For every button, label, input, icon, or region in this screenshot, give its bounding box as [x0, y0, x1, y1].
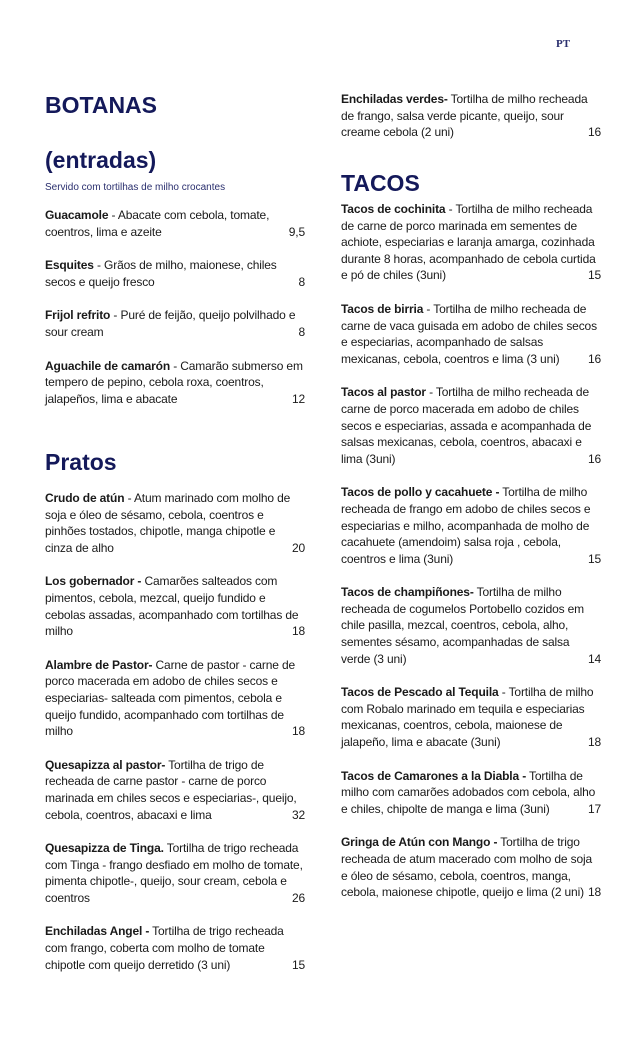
menu-item: [341, 768, 603, 818]
item-price: 15: [587, 551, 601, 566]
item-description: - Atum marinado com molho de soja e óleo de sésamo, cebola, coentros e pinhões tostados, chipotle, manga chipotle e cinza de alho: [45, 491, 291, 555]
item-price: 14: [587, 651, 601, 666]
item-name: Frijol refrito: [45, 308, 111, 323]
item-description: Carne de pastor - carne de porco macerada em adobo de chiles secos e especiarias- salteada com pimentos, cebola e queijo fundido, acompanhado com tortilhas de milho: [45, 657, 296, 739]
item-description: Tortilha de trigo recheada com Tinga - frango desfiado em molho de tomate, pimenta chipotle-, queijo, sour cream, cebola e coentros: [45, 841, 303, 905]
menu-item: [341, 384, 603, 467]
item-name: Tacos de birria: [341, 301, 424, 316]
section-title-pratos: Pratos: [45, 449, 117, 475]
item-price: 16: [587, 125, 601, 140]
item-price: 8: [298, 324, 305, 339]
menu-item: [45, 358, 307, 408]
item-price: 26: [291, 890, 305, 905]
item-description: - Tortilha de milho recheada de carne de porco marinada em sementes de achiote, especiarias e laranja amarga, cozinhada durante 8 horas, acompanhado de cebola curtida e pó de chiles (3uni): [341, 202, 596, 283]
item-name: Aguachile de camarón: [45, 358, 171, 373]
menu-item: [45, 573, 307, 639]
item-name: Tacos de Camarones a la Diabla -: [341, 768, 527, 783]
item-price: 15: [587, 268, 601, 283]
menu-item: [341, 201, 603, 284]
item-description: - Tortilha de milho recheada de carne de vaca guisada em adobo de chiles secos e especiarias, acompanhado de salsas mexicanas, cebola, coentros e lima (3 uni): [341, 301, 597, 366]
menu-item: [45, 257, 307, 290]
menu-item: [45, 923, 307, 973]
language-label: PT: [556, 38, 571, 50]
item-description: Tortilha de trigo recheada com frango, coberta com molho de tomate chipotle com queijo derretido (3 uni): [45, 924, 284, 972]
item-description: Tortilha de milho recheada de frango, salsa verde picante, queijo, sour creame cebola (2 uni): [341, 92, 588, 140]
section-title-entradas: (entradas): [45, 147, 157, 173]
pratos-continued: [341, 91, 603, 158]
menu-item: [341, 301, 603, 367]
item-price: 32: [291, 807, 305, 822]
item-name: Enchiladas Angel -: [45, 924, 150, 939]
botanas-section: [45, 92, 307, 424]
item-name: Tacos al pastor: [341, 385, 426, 400]
item-name: Tacos de champiñones-: [341, 585, 474, 600]
item-name: Tacos de Pescado al Tequila: [341, 685, 499, 700]
item-description: - Camarão submerso em tempero de pepino, cebola roxa, coentros, jalapeños, lima e abacate: [45, 358, 303, 406]
menu-item: [45, 207, 307, 240]
pratos-item-list-continued: [341, 91, 603, 141]
botanas-item-list: [45, 207, 307, 407]
item-description: Tortilha de milho recheada de cogumelos Portobello cozidos em chile pasilla, mezcal, coentros, cebola, alho, sementes sésamo, acompanhadas de salsa verde (3 uni): [341, 585, 585, 666]
item-name: Tacos de pollo y cacahuete -: [341, 485, 500, 500]
item-name: Enchiladas verdes-: [341, 92, 448, 106]
item-name: Guacamole: [45, 208, 109, 222]
menu-item: [45, 490, 307, 556]
item-name: Quesapizza al pastor-: [45, 757, 166, 772]
item-description: - Tortilha de milho com Robalo marinado em tequila e especiarias mexicanas, coentros, cebola, maionese de jalapeño, lima e abacate (3uni): [341, 685, 594, 750]
item-price: 18: [587, 885, 601, 900]
tacos-section: [341, 170, 603, 918]
item-price: 18: [587, 735, 601, 750]
menu-item: [45, 307, 307, 340]
item-description: Tortilha de milho recheada de frango em adobo de chiles secos e especiarias e milho, acompanhada de molho de cacahuete (amendoim) salsa roja , cebola, coentros e lima (3uni): [341, 485, 591, 566]
item-name: Quesapizza de Tinga.: [45, 841, 164, 856]
item-name: Gringa de Atún con Mango -: [341, 835, 498, 850]
item-name: Tacos de cochinita: [341, 202, 446, 216]
tacos-item-list: [341, 201, 603, 901]
item-name: Esquites: [45, 258, 94, 273]
item-name: Crudo de atún: [45, 491, 125, 505]
item-description: - Puré de feijão, queijo polvilhado e sour cream: [45, 308, 296, 339]
item-price: 12: [291, 391, 305, 406]
item-description: Tortilha de trigo de recheada de carne pastor - carne de porco marinada em chiles secos e especiarias-, queijo, cebola, coentros, abacaxi e lima: [45, 757, 297, 822]
item-price: 20: [291, 540, 305, 555]
section-title-botanas: BOTANAS: [45, 92, 158, 118]
item-description: - Abacate com cebola, tomate, coentros, lima e azeite: [45, 208, 270, 239]
item-price: 16: [587, 351, 601, 366]
menu-item: [45, 657, 307, 740]
menu-item: [341, 834, 603, 900]
item-price: 18: [291, 624, 305, 639]
menu-item: [341, 91, 603, 141]
item-description: - Grãos de milho, maionese, chiles secos e queijo fresco: [45, 258, 277, 289]
item-price: 16: [587, 451, 601, 466]
item-description: Camarões salteados com pimentos, cebola, mezcal, queijo fundido e cebolas assadas, acompanhado com tortilhas de milho: [45, 574, 299, 639]
item-price: 9,5: [288, 224, 305, 239]
menu-item: [45, 840, 307, 906]
item-description: Tortilha de milho com camarões adobados com cebola, alho e chiles, chipolte de manga e lima (3uni): [341, 768, 596, 816]
menu-item: [341, 584, 603, 667]
section-subtitle: Servido com tortilhas de milho crocantes: [45, 182, 226, 193]
pratos-item-list: [45, 490, 307, 973]
section-title-tacos: TACOS: [341, 170, 420, 196]
item-description: Tortilha de trigo recheada de atum macerado com molho de soja e óleo de sésamo, cebola, coentros, manga, cebola, maionese chipotle, queijo e lima (2 uni): [341, 835, 593, 900]
item-price: 8: [298, 274, 305, 289]
item-price: 17: [587, 801, 601, 816]
item-description: - Tortilha de milho recheada de carne de porco macerada em adobo de chiles secos e especiarias, assada e acompanhada de salsas mexicanas, cebola, coentros, abacaxi e lima (3uni): [341, 385, 592, 466]
menu-item: [341, 484, 603, 567]
menu-item: [341, 684, 603, 750]
item-price: 18: [291, 724, 305, 739]
menu-item: [45, 757, 307, 823]
item-name: Alambre de Pastor-: [45, 657, 153, 672]
pratos-section: [45, 449, 307, 990]
item-price: 15: [291, 957, 305, 972]
item-name: Los gobernador -: [45, 574, 142, 589]
